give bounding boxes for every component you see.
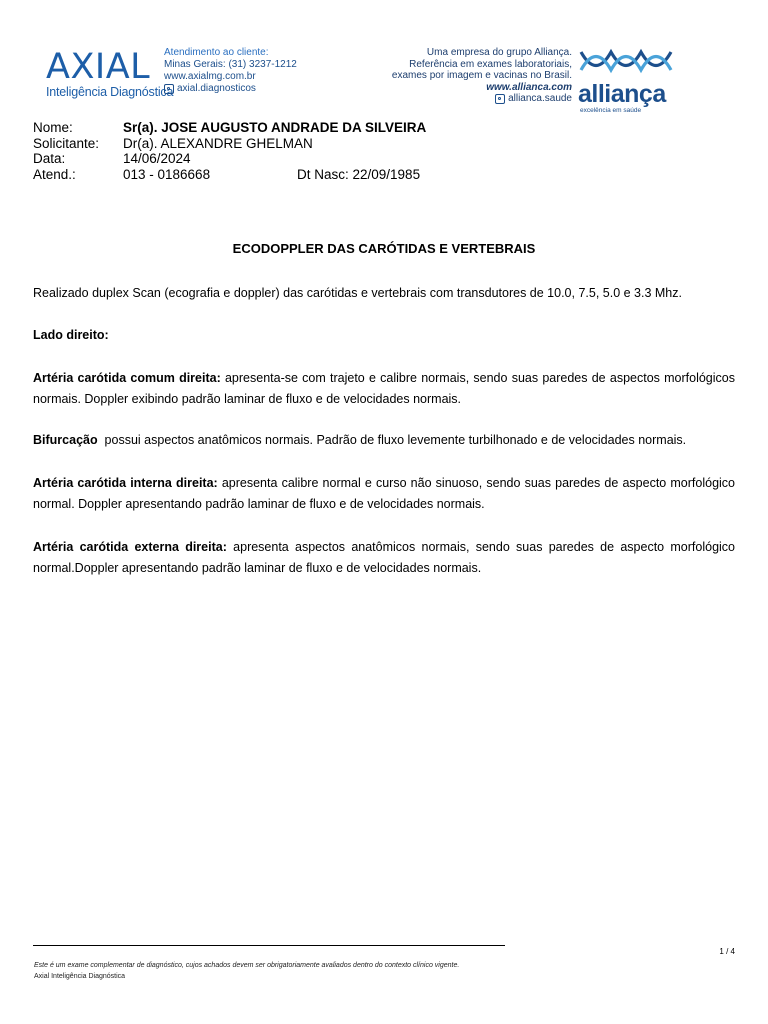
- footer-disclaimer: Este é um exame complementar de diagnóstico, cujos achados devem ser obrigatoriamente avaliados dentro do contexto clínico vigente.: [34, 962, 460, 969]
- dna-helix-icon: [578, 48, 678, 74]
- section-external-carotid: [33, 537, 735, 578]
- axial-brand: AXIAL: [46, 47, 151, 87]
- allianca-line1: Uma empresa do grupo Alliança.: [426, 47, 572, 58]
- axial-phone: Minas Gerais: (31) 3237-1212: [164, 59, 297, 70]
- requester-label: Solicitante:: [33, 135, 100, 151]
- axial-logo: [46, 48, 173, 99]
- axial-contact-title: Atendimento ao cliente:: [164, 47, 269, 58]
- birth-date: Dt Nasc: 22/09/1985: [297, 166, 421, 182]
- section-internal-carotid: [33, 473, 735, 514]
- axial-instagram-row: [164, 83, 297, 95]
- allianca-contact: [392, 47, 572, 105]
- allianca-line3: exames por imagem e vacinas no Brasil.: [391, 70, 572, 81]
- section-common-carotid: [33, 368, 735, 409]
- name-value: Sr(a). JOSE AUGUSTO ANDRADE DA SILVEIRA: [123, 120, 427, 135]
- instagram-icon: [164, 84, 174, 94]
- side-heading-text: Lado direito:: [33, 328, 109, 342]
- requester-value: Dr(a). ALEXANDRE GHELMAN: [123, 135, 313, 151]
- allianca-line2: Referência em exames laboratoriais,: [409, 58, 572, 70]
- date-value: 14/06/2024: [123, 151, 191, 166]
- section-heading: Artéria carótida externa direita:: [33, 540, 227, 554]
- section-text: possui aspectos anatômicos normais. Padrão de fluxo levemente turbilhonado e de velocidades normais.: [97, 433, 687, 447]
- atend-value: 013 - 0186668: [123, 166, 211, 182]
- section-heading: Bifurcação: [33, 433, 98, 447]
- section-bifurcation: [33, 430, 735, 451]
- section-text: apresenta aspectos anatômicos normais, sendo suas paredes de aspecto morfológico normal.Doppler apresentando padrão laminar de fluxo e de velocidades normais.: [33, 540, 735, 575]
- axial-contact: [164, 47, 297, 95]
- section-heading: Artéria carótida interna direita:: [33, 476, 218, 490]
- section-heading: Artéria carótida comum direita:: [33, 371, 221, 385]
- name-label: Nome:: [33, 120, 73, 135]
- footer-org: Axial Inteligência Diagnóstica: [34, 973, 126, 980]
- allianca-tagline: excelência em saúde: [580, 107, 642, 114]
- allianca-instagram: allianca.saude: [508, 93, 572, 104]
- section-text: apresenta calibre normal e curso não sinuoso, sendo suas paredes de aspecto morfológico normal. Doppler apresentando padrão laminar de fluxo e de velocidades normais.: [33, 476, 735, 511]
- axial-website: www.axialmg.com.br: [164, 71, 256, 82]
- allianca-instagram-row: [392, 93, 572, 105]
- date-label: Data:: [33, 151, 66, 166]
- axial-tagline: Inteligência Diagnóstica: [46, 85, 174, 99]
- axial-instagram: axial.diagnosticos: [177, 83, 256, 94]
- atend-label: Atend.:: [33, 166, 76, 182]
- section-text: apresenta-se com trajeto e calibre normais, sendo suas paredes de aspectos morfológicos normais. Doppler exibindo padrão laminar de fluxo e de velocidades normais.: [33, 371, 735, 406]
- allianca-website: www.allianca.com: [486, 81, 572, 93]
- allianca-brand: alliança: [578, 80, 666, 108]
- side-heading: [33, 325, 735, 346]
- allianca-logo: [578, 48, 678, 114]
- page-number: 1 / 4: [719, 947, 735, 956]
- footer-divider: [33, 945, 505, 946]
- instagram-icon: [495, 94, 505, 104]
- intro-paragraph: Realizado duplex Scan (ecografia e doppler) das carótidas e vertebrais com transdutores de 10.0, 7.5, 5.0 e 3.3 Mhz.: [33, 286, 682, 300]
- report-title: ECODOPPLER DAS CARÓTIDAS E VERTEBRAIS: [232, 241, 536, 256]
